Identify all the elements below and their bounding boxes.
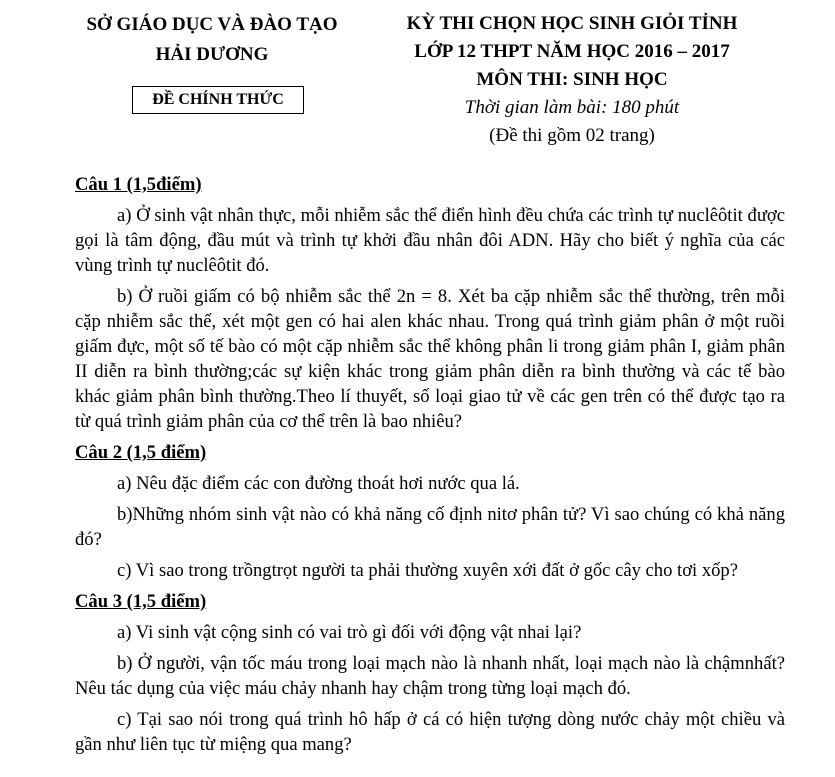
question-2-part-a: a) Nêu đặc điểm các con đường thoát hơi nước qua lá. <box>117 473 520 494</box>
exam-pages-note: (Đề thi gồm 02 trang) <box>489 125 655 146</box>
official-exam-badge: ĐỀ CHÍNH THỨC <box>132 86 304 114</box>
department-header <box>62 10 362 70</box>
exam-grade-year: LỚP 12 THPT NĂM HỌC 2016 – 2017 <box>414 41 730 62</box>
question-3-title: Câu 3 (1,5 điểm) <box>75 591 207 612</box>
exam-header <box>382 10 762 150</box>
exam-title: KỲ THI CHỌN HỌC SINH GIỎI TỈNH <box>406 13 738 34</box>
question-3-part-b: b) Ở người, vận tốc máu trong loại mạch nào là nhanh nhất, loại mạch nào là chậmnhất? Nêu tác dụng của việc máu chảy nhanh hay chậm trong từng loại mạch đó. <box>75 653 785 699</box>
question-2-part-b: b)Những nhóm sinh vật nào có khả năng cố định nitơ phân tử? Vì sao chúng có khả năng đó? <box>75 504 785 550</box>
exam-content <box>75 172 785 757</box>
exam-subject: MÔN THI: SINH HỌC <box>476 69 668 90</box>
question-3-part-a: a) Vi sinh vật cộng sinh có vai trò gì đối với động vật nhai lại? <box>117 622 582 643</box>
exam-duration: Thời gian làm bài: 180 phút <box>464 97 680 118</box>
question-1-part-a: a) Ở sinh vật nhân thực, mỗi nhiễm sắc thể điển hình đều chứa các trình tự nuclêôtit được gọi là tâm động, đầu mút và trình tự khởi đầu nhân đôi ADN. Hãy cho biết ý nghĩa của các vùng trình tự nuclêôtit đó. <box>75 205 785 276</box>
question-2-part-c: c) Vì sao trong trồngtrọt người ta phải thường xuyên xới đất ở gốc cây cho tơi xốp? <box>117 560 738 581</box>
question-1-title: Câu 1 (1,5điểm) <box>75 174 202 195</box>
question-3-part-c: c) Tại sao nói trong quá trình hô hấp ở cá có hiện tượng dòng nước chảy một chiều và gần như liên tục từ miệng qua mang? <box>75 709 785 755</box>
department-name: SỞ GIÁO DỤC VÀ ĐÀO TẠO <box>86 14 338 35</box>
question-1-part-b: b) Ở ruồi giấm có bộ nhiễm sắc thể 2n = 8. Xét ba cặp nhiễm sắc thể thường, trên mỗi cặp nhiễm sắc thể, xét một gen có hai alen khác nhau. Trong quá trình giảm phân ở một ruồi giấm đực, một số tế bào có một cặp nhiễm sắc thể không phân li trong giảm phân I, giảm phân II diễn ra bình thường;các sự kiện khác trong giảm phân diễn ra bình thường và các tế bào khác giảm phân bình thường.Theo lí thuyết, số loại giao tử về các gen trên có thể được tạo ra từ quá trình giảm phân của cơ thể trên là bao nhiêu? <box>75 286 785 432</box>
question-2-title: Câu 2 (1,5 điểm) <box>75 442 207 463</box>
province-name: HẢI DƯƠNG <box>155 44 269 65</box>
